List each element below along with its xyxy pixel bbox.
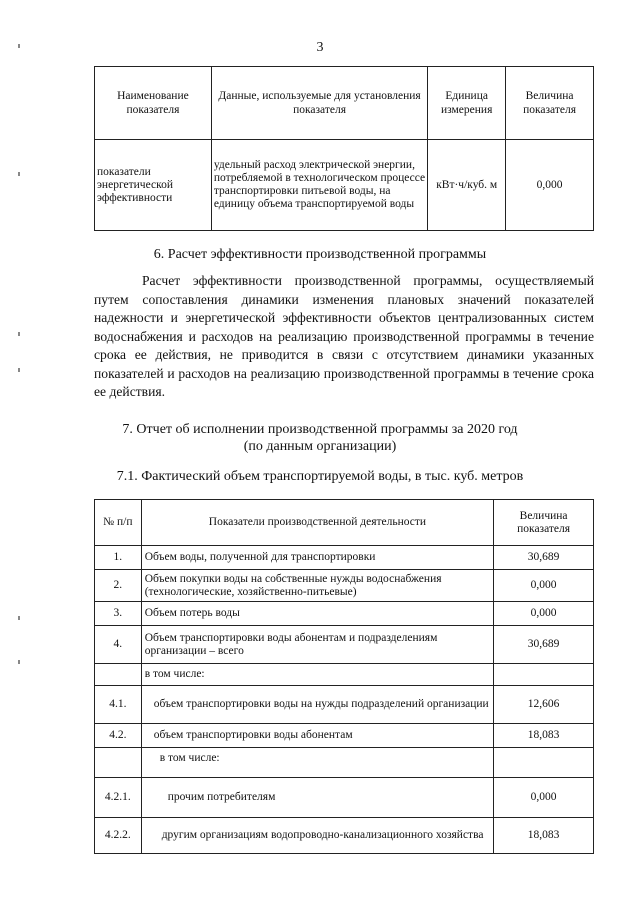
row-label: в том числе: <box>141 664 494 686</box>
section-6-paragraph: Расчет эффективности производственной программы, осуществляемый путем сопоставления динамики изменения плановых значений показателей надежности и энергетической эффективности объектов централизованных систем водоснабжения и расходов на реализацию производственной программы в течение срока ее действия, не приводится в связи с отсутствием динамики указанных показателей и расходов на реализацию производственной программы в течение срока ее действия. <box>94 273 594 399</box>
row-number <box>95 664 142 686</box>
row-number <box>95 748 142 778</box>
table-row <box>95 724 594 748</box>
row-label: прочим потребителям <box>141 778 494 818</box>
section-6-title: 6. Расчет эффективности производственной программы <box>153 247 487 262</box>
table-row <box>95 664 594 686</box>
row-value: 30,689 <box>494 546 594 570</box>
table-row <box>95 602 594 626</box>
row-number: 4. <box>95 626 142 664</box>
header-number: № п/п <box>95 500 142 546</box>
energy-indicators-table <box>94 66 594 231</box>
scan-mark <box>18 332 20 336</box>
section-7-1-title: 7.1. Фактический объем транспортируемой воды, в тыс. куб. метров <box>116 469 524 484</box>
row-value: 0,000 <box>494 602 594 626</box>
section-7-title-note: (по данным организации) <box>243 439 397 454</box>
row-label: объем транспортировки воды абонентам <box>141 724 494 748</box>
header-value: Величина показателя <box>494 500 594 546</box>
indicator-value: 0,000 <box>506 140 594 231</box>
header-indicator-name: Наименование показателя <box>95 67 212 140</box>
row-value: 0,000 <box>494 570 594 602</box>
page-number: 3 <box>316 40 324 55</box>
row-value <box>494 748 594 778</box>
section-7-title: 7. Отчет об исполнении производственной программы за 2020 год <box>122 422 518 437</box>
scan-mark <box>18 368 20 372</box>
row-label: Объем потерь воды <box>141 602 494 626</box>
table-row <box>95 546 594 570</box>
row-value: 0,000 <box>494 778 594 818</box>
row-number: 4.2.1. <box>95 778 142 818</box>
scan-mark <box>18 660 20 664</box>
header-unit: Единица измерения <box>428 67 506 140</box>
row-value <box>494 664 594 686</box>
header-data-used: Данные, используемые для установления показателя <box>211 67 427 140</box>
row-value: 30,689 <box>494 626 594 664</box>
row-label: Объем покупки воды на собственные нужды водоснабжения (технологические, хозяйственно-питьевые) <box>141 570 494 602</box>
table-row <box>95 140 594 231</box>
water-volume-table <box>94 499 594 854</box>
scan-mark <box>18 44 20 48</box>
indicator-unit: кВт·ч/куб. м <box>428 140 506 231</box>
row-number: 4.2.2. <box>95 818 142 854</box>
table-row <box>95 778 594 818</box>
table-row <box>95 748 594 778</box>
row-number: 1. <box>95 546 142 570</box>
table-row <box>95 818 594 854</box>
row-label: Объем воды, полученной для транспортировки <box>141 546 494 570</box>
table-row <box>95 570 594 602</box>
row-number: 3. <box>95 602 142 626</box>
table-row <box>95 686 594 724</box>
row-number: 4.2. <box>95 724 142 748</box>
row-value: 18,083 <box>494 818 594 854</box>
header-value: Величина показателя <box>506 67 594 140</box>
table-row <box>95 626 594 664</box>
row-label: Объем транспортировки воды абонентам и подразделениям организации – всего <box>141 626 494 664</box>
indicator-name: показатели энергетической эффективности <box>95 140 212 231</box>
row-value: 12,606 <box>494 686 594 724</box>
row-label: в том числе: <box>141 748 494 778</box>
row-label: объем транспортировки воды на нужды подразделений организации <box>141 686 494 724</box>
table-header-row <box>95 67 594 140</box>
header-indicator: Показатели производственной деятельности <box>141 500 494 546</box>
scan-mark <box>18 616 20 620</box>
row-number: 4.1. <box>95 686 142 724</box>
scan-mark <box>18 172 20 176</box>
row-number: 2. <box>95 570 142 602</box>
row-label: другим организациям водопроводно-канализационного хозяйства <box>141 818 494 854</box>
row-value: 18,083 <box>494 724 594 748</box>
table-header-row <box>95 500 594 546</box>
indicator-data: удельный расход электрической энергии, потребляемой в технологическом процессе транспортировки питьевой воды, на единицу объема транспортируемой воды <box>211 140 427 231</box>
